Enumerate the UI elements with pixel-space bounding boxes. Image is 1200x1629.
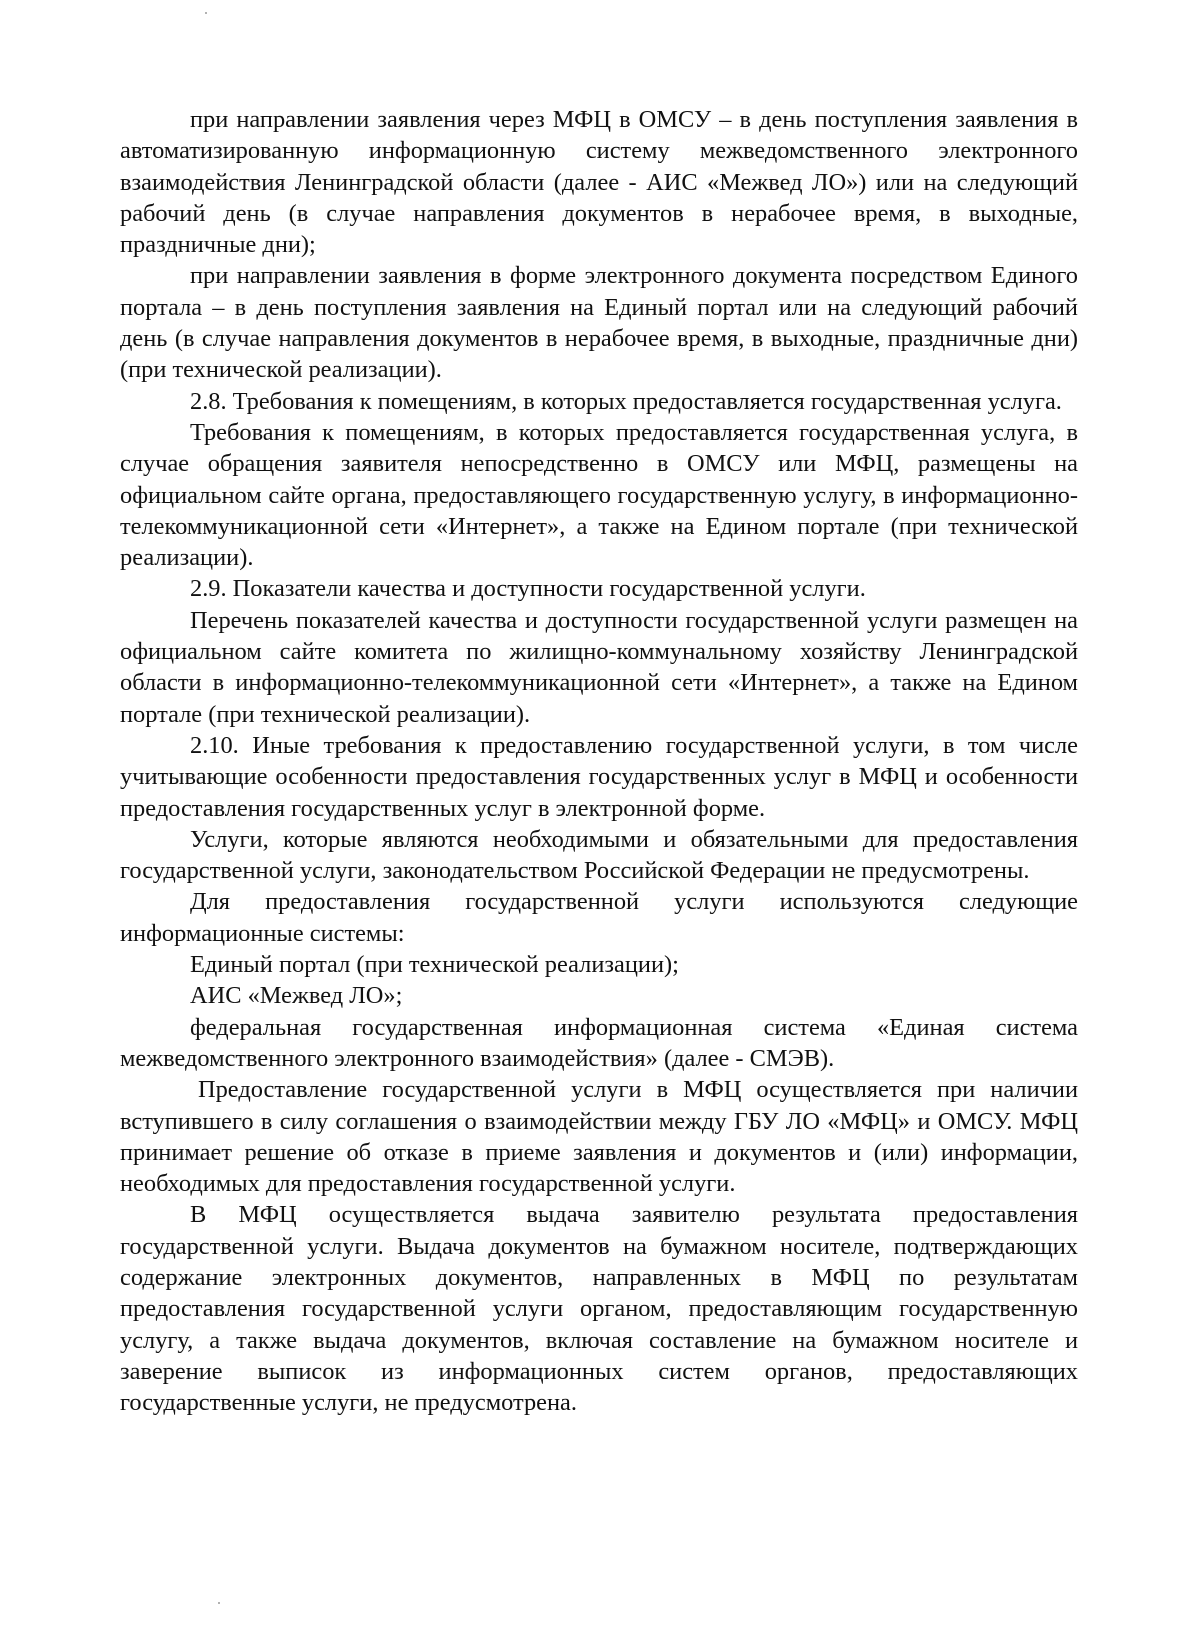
paragraph-portal-submission: при направлении заявления в форме электронного документа посредством Единого портала – в день поступления заявления на Единый портал или на следующий рабочий день (в случае направления документов в нерабочее время, в выходные, праздничные дни) (при технической реализации).	[120, 262, 1078, 384]
paragraph-mfc-submission: при направлении заявления через МФЦ в ОМСУ – в день поступления заявления в автоматизированную информационную систему межведомственного электронного взаимодействия Ленинградской области (далее - АИС «Межвед ЛО») или на следующий рабочий день (в случае направления документов в нерабочее время, в выходные, праздничные дни);	[120, 106, 1078, 259]
scan-speck-top	[205, 12, 207, 14]
section-2-9-heading: 2.9. Показатели качества и доступности государственной услуги.	[190, 575, 866, 603]
list-item-unified-portal: Единый портал (при технической реализации);	[190, 951, 679, 979]
paragraph-premises-requirements: Требования к помещениям, в которых предоставляется государственная услуга, в случае обращения заявителя непосредственно в ОМСУ или МФЦ, размещены на официальном сайте органа, предоставляющего государственную услугу, в информационно-телекоммуникационной сети «Интернет», а также на Едином портале (при технической реализации).	[120, 418, 1078, 572]
paragraph-info-systems-intro: Для предоставления государственной услуги используются следующие информационные системы:	[120, 888, 1078, 947]
list-item-ais-mezhved: АИС «Межвед ЛО»;	[190, 982, 403, 1010]
paragraph-required-services: Услуги, которые являются необходимыми и обязательными для предоставления государственной услуги, законодательством Российской Федерации не предусмотрены.	[120, 825, 1078, 885]
section-2-8-heading: 2.8. Требования к помещениям, в которых предоставляется государственная услуга.	[190, 387, 1062, 415]
section-2-10-heading: 2.10. Иные требования к предоставлению государственной услуги, в том числе учитывающие особенности предоставления государственных услуг в МФЦ и особенности предоставления государственных услуг в электронной форме.	[120, 731, 1078, 822]
document-page	[120, 104, 1078, 1418]
paragraph-mfc-result-issuance: В МФЦ осуществляется выдача заявителю результата предоставления государственной услуги. Выдача документов на бумажном носителе, подтверждающих содержание электронных документов, направленных в МФЦ по результатам предоставления государственной услуги органом, предоставляющим государственную услугу, а также выдача документов, включая составление на бумажном носителе и заверение выписок из информационных систем органов, предоставляющих государственные услуги, не предусмотрена.	[120, 1201, 1078, 1417]
paragraph-quality-indicators: Перечень показателей качества и доступности государственной услуги размещен на официальном сайте комитета по жилищно-коммунальному хозяйству Ленинградской области в информационно-телекоммуникационной сети «Интернет», а также на Едином портале (при технической реализации).	[120, 606, 1078, 728]
paragraph-mfc-agreement: Предоставление государственной услуги в МФЦ осуществляется при наличии вступившего в силу соглашения о взаимодействии между ГБУ ЛО «МФЦ» и ОМСУ. МФЦ принимает решение об отказе в приеме заявления и документов и (или) информации, необходимых для предоставления государственной услуги.	[120, 1076, 1078, 1198]
list-item-smev: федеральная государственная информационная система «Единая система межведомственного электронного взаимодействия» (далее - СМЭВ).	[120, 1013, 1078, 1072]
scan-speck-bottom	[218, 1602, 220, 1604]
